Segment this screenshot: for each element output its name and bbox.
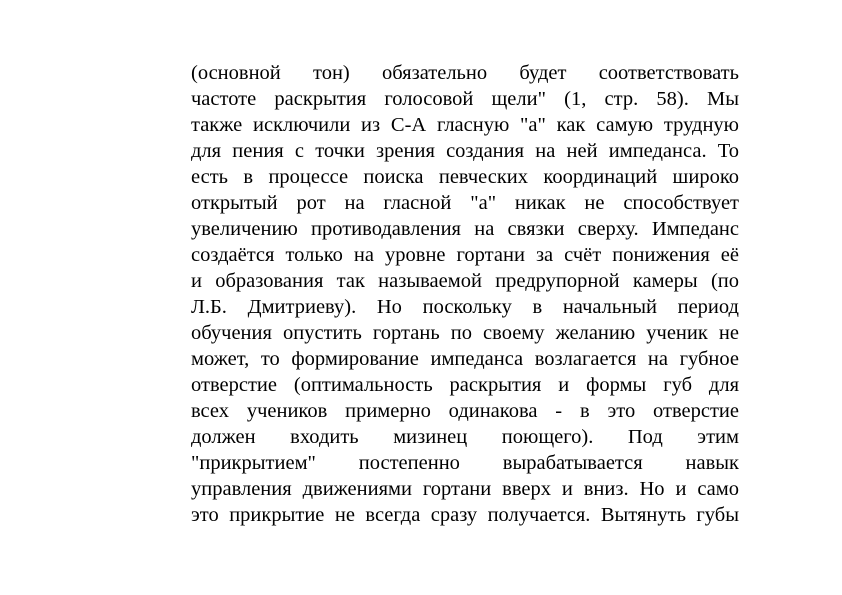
body-paragraph [191,60,739,528]
text-line: частоте раскрытия голосовой щели" (1, стр. 58). Мы [191,88,739,110]
text-line: для пения с точки зрения создания на ней импеданса. То [191,140,739,162]
text-line: открытый рот на гласной "а" никак не способствует [191,192,739,214]
text-line: может, то формирование импеданса возлагается на губное [191,348,739,370]
text-line: есть в процессе поиска певческих координаций широко [191,166,739,188]
text-line: отверстие (оптимальность раскрытия и формы губ для [191,374,739,396]
text-line: и образования так называемой предрупорной камеры (по [191,270,739,292]
text-line: обучения опустить гортань по своему желанию ученик не [191,322,739,344]
text-line: это прикрытие не всегда сразу получается. Вытянуть губы [191,504,739,526]
text-line: создаётся только на уровне гортани за счёт понижения её [191,244,739,266]
text-line: управления движениями гортани вверх и вниз. Но и само [191,478,739,500]
text-line: также исключили из С-А гласную "а" как самую трудную [191,114,739,136]
text-line: Л.Б. Дмитриеву). Но поскольку в начальный период [191,296,739,318]
text-line: всех учеников примерно одинакова - в это отверстие [191,400,739,422]
text-line: увеличению противодавления на связки сверху. Импеданс [191,218,739,240]
text-line: должен входить мизинец поющего). Под этим [191,426,739,448]
text-line: "прикрытием" постепенно вырабатывается навык [191,452,739,474]
text-line: (основной тон) обязательно будет соответствовать [191,62,739,84]
